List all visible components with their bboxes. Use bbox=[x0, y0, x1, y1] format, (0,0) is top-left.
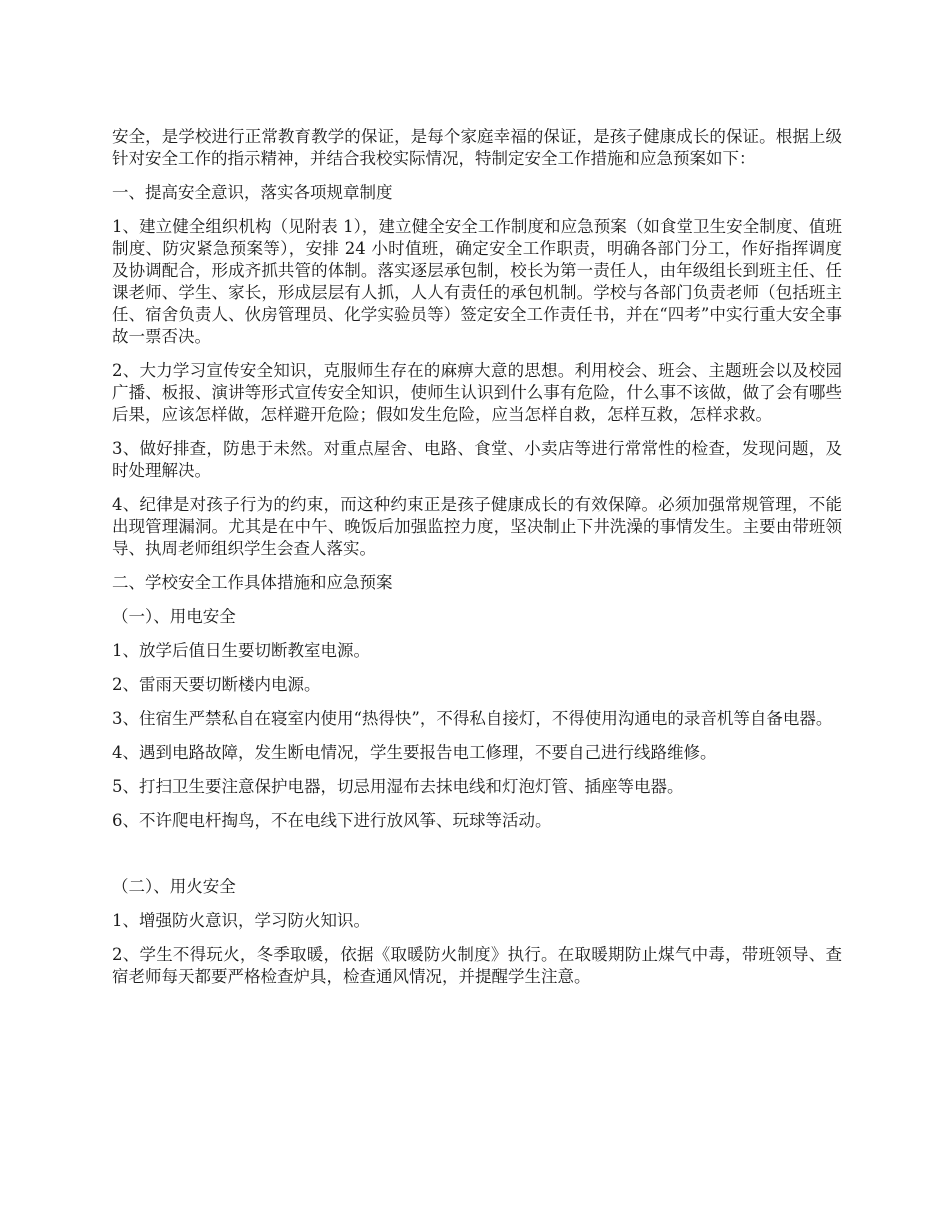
document-page bbox=[112, 126, 842, 1000]
electricity-item-4: 4、遇到电路故障，发生断电情况，学生要报告电工修理，不要自己进行线路维修。 bbox=[112, 743, 717, 762]
section-heading-2: 二、学校安全工作具体措施和应急预案 bbox=[112, 573, 393, 592]
paragraph-1-3: 3、做好排查，防患于未然。对重点屋舍、电路、食堂、小卖店等进行常常性的检查，发现问题，及时处理解决。 bbox=[112, 439, 842, 480]
subsection-heading-fire: （二）、用火安全 bbox=[112, 877, 236, 896]
fire-item-1: 1、增强防火意识，学习防火知识。 bbox=[112, 911, 370, 930]
electricity-item-5: 5、打扫卫生要注意保护电器，切忌用湿布去抹电线和灯泡灯管、插座等电器。 bbox=[112, 777, 684, 796]
paragraph-1-2: 2、大力学习宣传安全知识，克服师生存在的麻痹大意的思想。利用校会、班会、主题班会以及校园广播、板报、演讲等形式宣传安全知识，使师生认识到什么事有危险，什么事不该做，做了会有哪些后果，应该怎样做，怎样避开危险；假如发生危险，应当怎样自救，怎样互救，怎样求救。 bbox=[112, 361, 842, 424]
electricity-item-1: 1、放学后值日生要切断教室电源。 bbox=[112, 641, 370, 660]
subsection-heading-electricity: （一）、用电安全 bbox=[112, 607, 236, 626]
intro-paragraph: 安全，是学校进行正常教育教学的保证，是每个家庭幸福的保证，是孩子健康成长的保证。根据上级针对安全工作的指示精神，并结合我校实际情况，特制定安全工作措施和应急预案如下： bbox=[112, 127, 842, 168]
section-heading-1: 一、提高安全意识，落实各项规章制度 bbox=[112, 183, 393, 202]
fire-item-2: 2、学生不得玩火，冬季取暖，依据《取暖防火制度》执行。在取暖期防止煤气中毒，带班领导、查宿老师每天都要严格检查炉具，检查通风情况，并提醒学生注意。 bbox=[112, 945, 842, 986]
electricity-item-2: 2、雷雨天要切断楼内电源。 bbox=[112, 675, 321, 694]
paragraph-1-1: 1、建立健全组织机构（见附表 1），建立健全安全工作制度和应急预案（如食堂卫生安全制度、值班制度、防灾紧急预案等），安排 24 小时值班，确定安全工作职责，明确各部门分工，作好指挥调度及协调配合，形成齐抓共管的体制。落实逐层承包制，校长为第一责任人，由年级组长到班主任、任课老师、学生、家长，形成层层有人抓，人人有责任的承包机制。学校与各部门负责老师（包括班主任、宿舍负责人、伙房管理员、化学实验员等）签定安全工作责任书，并在“四考”中实行重大安全事故一票否决。 bbox=[112, 217, 842, 346]
paragraph-1-4: 4、纪律是对孩子行为的约束，而这种约束正是孩子健康成长的有效保障。必须加强常规管理，不能出现管理漏洞。尤其是在中午、晚饭后加强监控力度，坚决制止下井洗澡的事情发生。主要由带班领导、执周老师组织学生会查人落实。 bbox=[112, 495, 842, 558]
electricity-item-6: 6、不许爬电杆掏鸟，不在电线下进行放风筝、玩球等活动。 bbox=[112, 811, 552, 830]
electricity-item-3: 3、住宿生严禁私自在寝室内使用“热得快”，不得私自接灯，不得使用沟通电的录音机等自备电器。 bbox=[112, 709, 833, 728]
